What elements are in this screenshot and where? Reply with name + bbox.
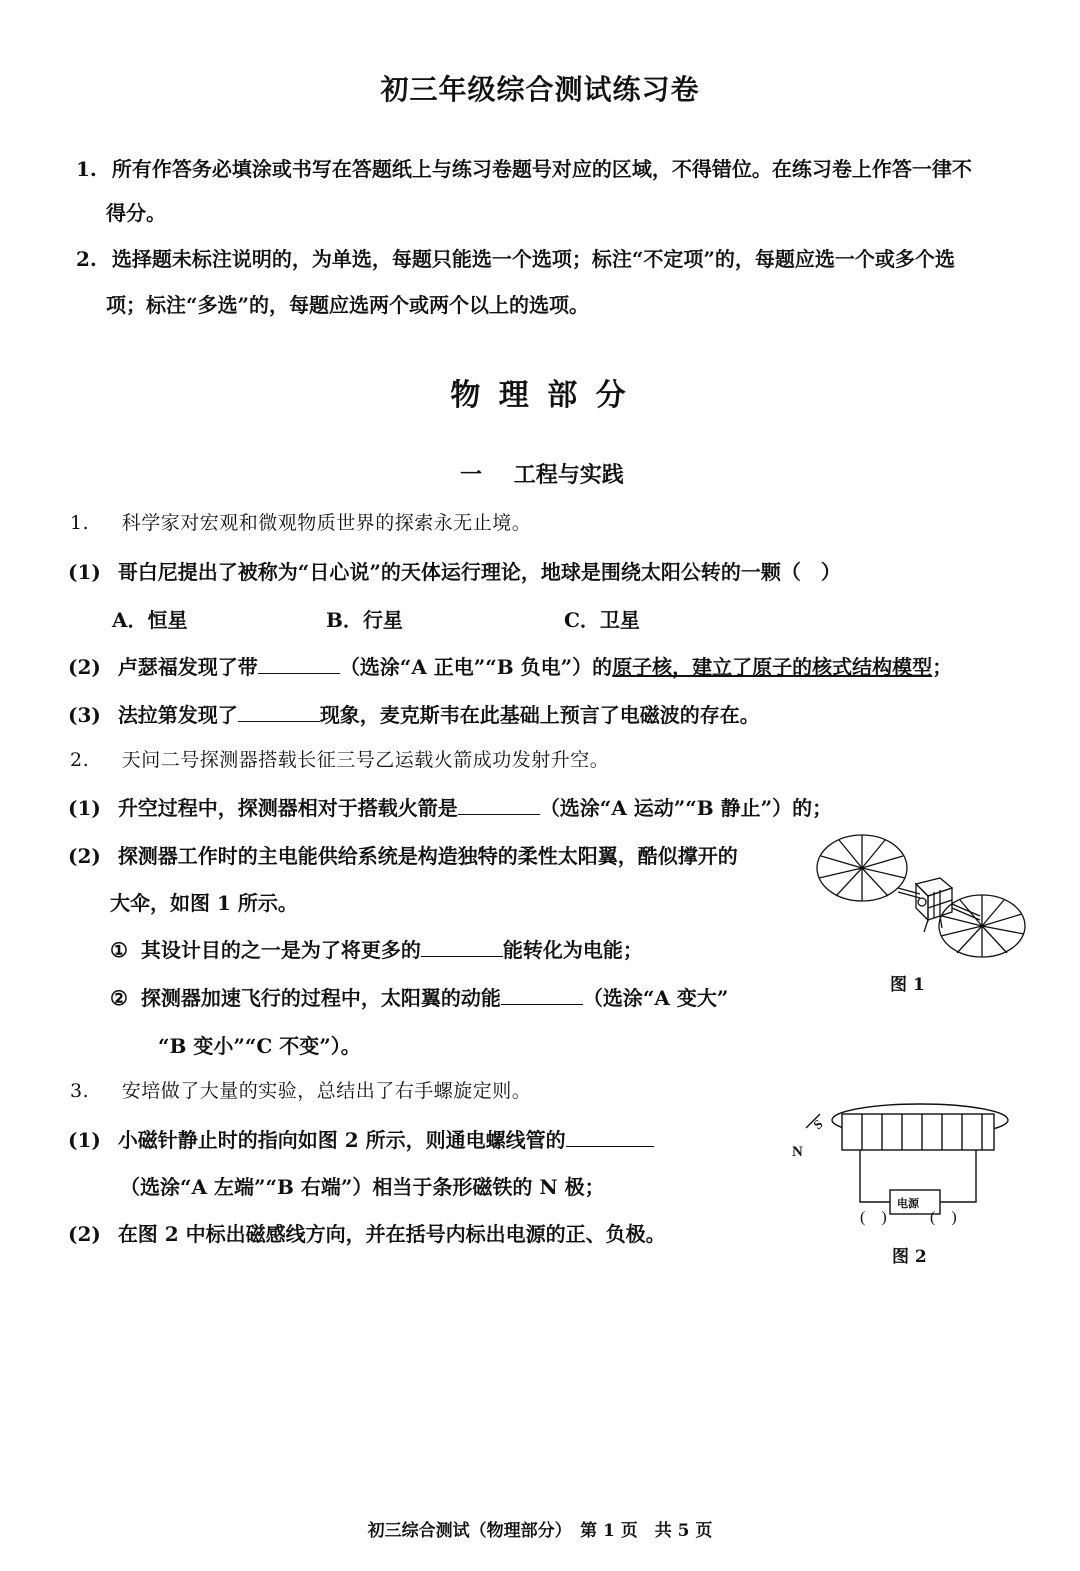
- q1-sub2-post2: 原子核，建立了原子的核式结构模型: [612, 655, 933, 679]
- note-2-number: 2.: [76, 247, 97, 271]
- q3-sub1-blank: [566, 1126, 654, 1147]
- page-title: 初三年级综合测试练习卷: [380, 73, 700, 106]
- q1-option-a: A．恒星: [112, 608, 188, 632]
- q1-sub1-text: 哥白尼提出了被称为“日心说”的天体运行理论，地球是围绕太阳公转的一颗（ ）: [117, 560, 841, 584]
- q2-sub2: [68, 840, 738, 869]
- left-polarity-paren: ( ): [860, 1209, 887, 1226]
- q2-sub1-number: (1): [68, 796, 101, 820]
- q1-option-b: B．行星: [326, 608, 403, 632]
- needle-s-label: S: [810, 1116, 826, 1133]
- needle-n-label: N: [792, 1144, 803, 1160]
- q1-sub2: [68, 651, 952, 680]
- circuit-wire: [860, 1150, 890, 1202]
- q2-number: 2.: [70, 749, 90, 771]
- q3-sub2: [68, 1218, 666, 1247]
- q1-sub2-number: (2): [68, 655, 101, 679]
- q2-item2: [110, 982, 728, 1011]
- satellite-body: [916, 878, 952, 932]
- note-1-line1: 所有作答务必填涂或书写在答题纸上与练习卷题号对应的区域，不得错位。在练习卷上作答一律不: [111, 157, 972, 181]
- q2-sub2-line1: 探测器工作时的主电能供给系统是构造独特的柔性太阳翼，酷似撑开的: [117, 844, 738, 868]
- part-heading: [460, 458, 624, 489]
- satellite-figure: [810, 828, 1040, 968]
- q2-item1: [110, 934, 643, 963]
- q3-sub1-pre: 小磁针静止时的指向如图 2 所示，则通电螺线管的: [117, 1128, 566, 1152]
- q2-item1-post: 能转化为电能；: [502, 938, 643, 962]
- q3-number: 3.: [70, 1080, 90, 1102]
- figure-1-caption: 图 1: [890, 975, 925, 995]
- note-1-line2: 得分。: [106, 201, 166, 225]
- q3-stem: [70, 1076, 531, 1103]
- q1-sub1-number: (1): [68, 560, 101, 584]
- q1-sub1: [68, 556, 841, 585]
- solenoid-figure: [780, 1098, 1020, 1228]
- right-polarity-paren: ( ): [930, 1209, 957, 1226]
- part-title: 工程与实践: [513, 462, 624, 488]
- q2-sub1-blank: [458, 794, 540, 815]
- q2-item1-blank: [421, 936, 503, 957]
- note-1: [76, 146, 972, 192]
- q2-sub1: [68, 792, 832, 821]
- q1-number: 1.: [70, 512, 90, 534]
- q3-sub1-line2: （选涂“A 左端”“B 右端”）相当于条形磁铁的 N 极；: [120, 1175, 605, 1199]
- q2-sub2-line2: 大伞，如图 1 所示。: [110, 891, 298, 915]
- q2-item2-post: （选涂“A 变大”: [582, 986, 729, 1010]
- figure-2-caption: 图 2: [892, 1247, 927, 1267]
- q2-item1-pre: 其设计目的之一是为了将更多的: [140, 938, 421, 962]
- part-number: 一: [460, 462, 483, 488]
- q1-sub3-pre: 法拉第发现了: [117, 703, 238, 727]
- q3-sub1-number: (1): [68, 1128, 101, 1152]
- solenoid-coil: [842, 1114, 994, 1150]
- q2-stem-text: 天问二号探测器搭载长征三号乙运载火箭成功发射升空。: [121, 749, 610, 771]
- q2-item2-pre: 探测器加速飞行的过程中，太阳翼的动能: [140, 986, 501, 1010]
- q2-sub1-post: （选涂“A 运动”“B 静止”）的；: [539, 796, 833, 820]
- q1-sub2-post1: （选涂“A 正电”“B 负电”）的: [339, 655, 613, 679]
- note-2: [76, 236, 955, 282]
- q1-sub3-blank: [238, 701, 320, 722]
- q2-item1-mark: ①: [110, 938, 128, 962]
- q1-sub2-blank: [258, 653, 340, 674]
- note-1-number: 1.: [76, 157, 97, 181]
- note-2-line2: 项；标注“多选”的，每题应选两个或两个以上的选项。: [106, 293, 590, 317]
- page-footer: 初三综合测试（物理部分） 第 1 页 共 5 页: [367, 1521, 713, 1541]
- left-wing-ribs: [819, 835, 905, 901]
- q1-sub3: [68, 699, 760, 728]
- q3-sub2-text: 在图 2 中标出磁感线方向，并在括号内标出电源的正、负极。: [117, 1222, 666, 1246]
- q3-stem-text: 安培做了大量的实验，总结出了右手螺旋定则。: [121, 1080, 532, 1102]
- q1-sub2-post3: ；: [932, 655, 953, 679]
- q2-item2-blank: [501, 984, 583, 1005]
- q1-stem: [70, 508, 531, 535]
- q1-sub3-number: (3): [68, 703, 101, 727]
- q1-sub3-post: 现象，麦克斯韦在此基础上预言了电磁波的存在。: [319, 703, 760, 727]
- q2-item2-line2: “B 变小”“C 不变”）。: [158, 1034, 361, 1058]
- q3-sub1: [68, 1124, 654, 1153]
- q1-sub2-pre: 卢瑟福发现了带: [117, 655, 258, 679]
- q3-sub2-number: (2): [68, 1222, 101, 1246]
- power-source-label: 电源: [897, 1197, 919, 1210]
- q2-item2-mark: ②: [110, 986, 128, 1010]
- q2-sub2-number: (2): [68, 844, 101, 868]
- q2-sub1-pre: 升空过程中，探测器相对于搭载火箭是: [117, 796, 458, 820]
- q1-option-c: C．卫星: [564, 608, 640, 632]
- section-title: 物 理 部 分: [450, 378, 630, 413]
- note-2-line1: 选择题未标注说明的，为单选，每题只能选一个选项；标注“不定项”的，每题应选一个或多个选: [111, 247, 955, 271]
- q2-stem: [70, 745, 609, 772]
- q1-stem-text: 科学家对宏观和微观物质世界的探索永无止境。: [121, 512, 532, 534]
